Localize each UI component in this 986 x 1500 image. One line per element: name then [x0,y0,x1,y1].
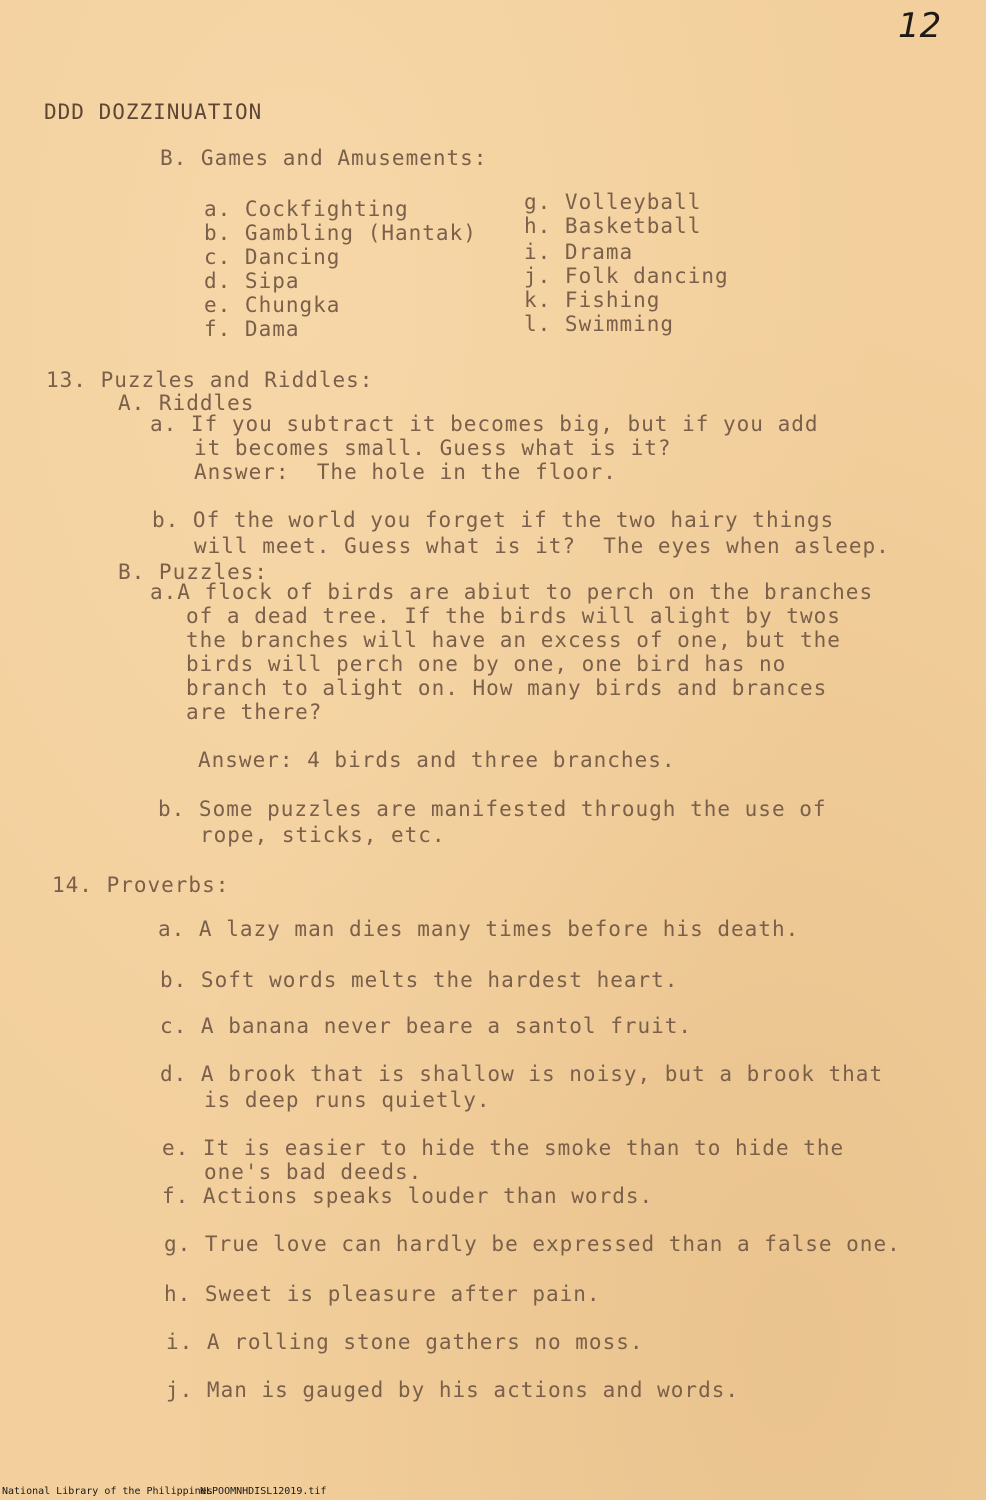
game-item: c. Dancing [204,245,341,269]
riddle-a-line: a. If you subtract it becomes big, but if you add [150,412,819,436]
game-item: b. Gambling (Hantak) [204,221,477,245]
section-13-title: 13. Puzzles and Riddles: [46,368,374,392]
riddles-title: A. Riddles [118,391,255,415]
proverb-line: j. Man is gauged by his actions and words. [166,1378,740,1402]
proverb-line: h. Sweet is pleasure after pain. [164,1282,601,1306]
puzzle-b-line: b. Some puzzles are manifested through the use of [158,797,827,821]
section-14-title: 14. Proverbs: [52,873,230,897]
game-item: j. Folk dancing [524,264,729,288]
proverb-line: one's bad deeds. [204,1160,423,1184]
riddle-a-line: it becomes small. Guess what is it? [194,436,672,460]
page-number: 12 [898,6,942,46]
section-b-title: B. Games and Amusements: [160,146,488,170]
proverb-line: c. A banana never beare a santol fruit. [160,1014,693,1038]
puzzle-a-line: branch to alight on. How many birds and brances [186,676,828,700]
game-item: h. Basketball [524,214,702,238]
game-item: k. Fishing [524,288,661,312]
riddle-b-line: will meet. Guess what is it? The eyes when asleep. [194,534,890,558]
footer-filename: NLPOOMNHDISL12019.tif [200,1486,327,1497]
proverb-line: b. Soft words melts the hardest heart. [160,968,679,992]
footer-library: National Library of the Philippines [2,1486,213,1497]
proverb-line: is deep runs quietly. [204,1088,491,1112]
proverb-line: g. True love can hardly be expressed than a false one. [164,1232,901,1256]
game-item: e. Chungka [204,293,341,317]
puzzle-a-line: of a dead tree. If the birds will alight by twos [186,604,841,628]
puzzle-a-line: birds will perch one by one, one bird has no [186,652,787,676]
game-item: i. Drama [524,240,634,264]
riddle-b-line: b. Of the world you forget if the two hairy things [152,508,835,532]
game-item: l. Swimming [524,312,675,336]
proverb-line: e. It is easier to hide the smoke than to hide the [162,1136,845,1160]
game-item: g. Volleyball [524,190,702,214]
game-item: d. Sipa [204,269,300,293]
puzzle-a-answer: Answer: 4 birds and three branches. [198,748,676,772]
puzzle-b-line: rope, sticks, etc. [200,823,446,847]
proverb-line: d. A brook that is shallow is noisy, but a brook that [160,1062,884,1086]
puzzle-a-line: are there? [186,700,323,724]
header-title: DDD DOZZINUATION [44,100,263,124]
riddle-a-answer: Answer: The hole in the floor. [194,460,617,484]
game-item: f. Dama [204,317,300,341]
puzzle-a-line: a.A flock of birds are abiut to perch on the branches [150,580,874,604]
game-item: a. Cockfighting [204,197,409,221]
proverb-line: f. Actions speaks louder than words. [162,1184,654,1208]
proverb-line: a. A lazy man dies many times before his death. [158,917,800,941]
proverb-line: i. A rolling stone gathers no moss. [166,1330,644,1354]
puzzle-a-line: the branches will have an excess of one, but the [186,628,841,652]
puzzles-title: B. Puzzles: [118,560,269,584]
